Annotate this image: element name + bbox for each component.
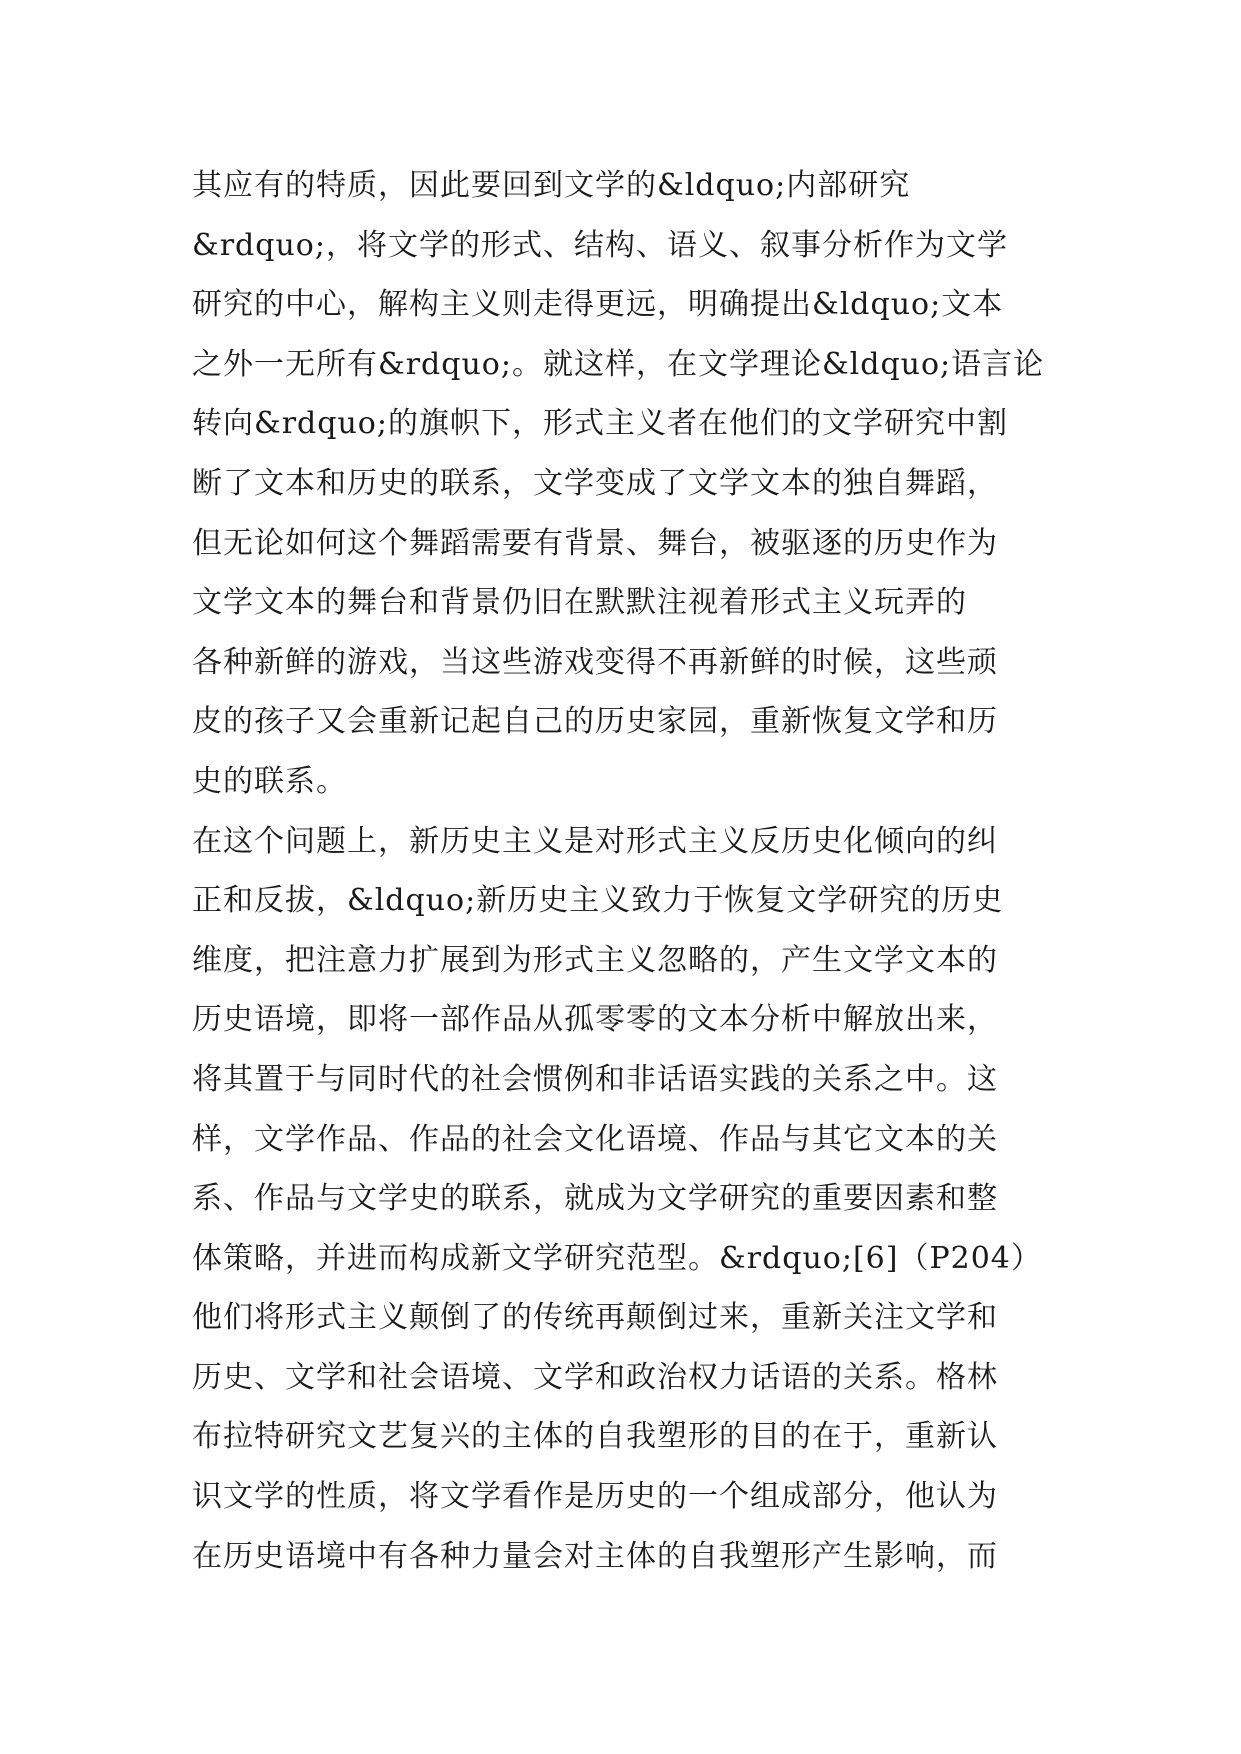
text-line: 但无论如何这个舞蹈需要有背景、舞台，被驱逐的历史作为 [192,525,998,561]
text-line: &rdquo;，将文学的形式、结构、语义、叙事分析作为文学 [192,227,1008,263]
text-line: 皮的孩子又会重新记起自己的历史家园，重新恢复文学和历 [192,704,998,740]
text-line: 在历史语境中有各种力量会对主体的自我塑形产生影响，而 [192,1538,998,1574]
text-line: 历史、文学和社会语境、文学和政治权力话语的关系。格林 [192,1359,998,1395]
text-line: 样，文学作品、作品的社会文化语境、作品与其它文本的关 [192,1121,998,1157]
text-line: 其应有的特质，因此要回到文学的&ldquo;内部研究 [192,168,911,203]
text-line: 文学文本的舞台和背景仍旧在默默注视着形式主义玩弄的 [192,585,967,621]
text-line: 体策略，并进而构成新文学研究范型。&rdquo;[6]（P204） [192,1240,1042,1276]
text-line: 他们将形式主义颠倒了的传统再颠倒过来，重新关注文学和 [192,1300,998,1336]
body-text [192,156,1062,1586]
text-line: 之外一无所有&rdquo;。就这样，在文学理论&ldquo;语言论 [192,346,1045,382]
text-line: 历史语境，即将一部作品从孤零零的文本分析中解放出来， [192,1002,998,1038]
text-line: 将其置于与同时代的社会惯例和非话语实践的关系之中。这 [192,1061,998,1097]
text-line: 系、作品与文学史的联系，就成为文学研究的重要因素和整 [192,1181,998,1217]
text-line: 研究的中心，解构主义则走得更远，明确提出&ldquo;文本 [192,287,1004,323]
text-line: 各种新鲜的游戏，当这些游戏变得不再新鲜的时候，这些顽 [192,644,998,680]
text-line: 正和反拔，&ldquo;新历史主义致力于恢复文学研究的历史 [192,883,1004,919]
text-line: 识文学的性质，将文学看作是历史的一个组成部分，他认为 [192,1479,998,1515]
text-line: 断了文本和历史的联系，文学变成了文学文本的独自舞蹈， [192,465,998,501]
text-line: 在这个问题上，新历史主义是对形式主义反历史化倾向的纠 [192,823,998,859]
text-line: 维度，把注意力扩展到为形式主义忽略的，产生文学文本的 [192,942,998,978]
text-line: 布拉特研究文艺复兴的主体的自我塑形的目的在于，重新认 [192,1419,998,1455]
text-line: 史的联系。 [192,763,347,799]
text-line: 转向&rdquo;的旗帜下，形式主义者在他们的文学研究中割 [192,406,1008,442]
